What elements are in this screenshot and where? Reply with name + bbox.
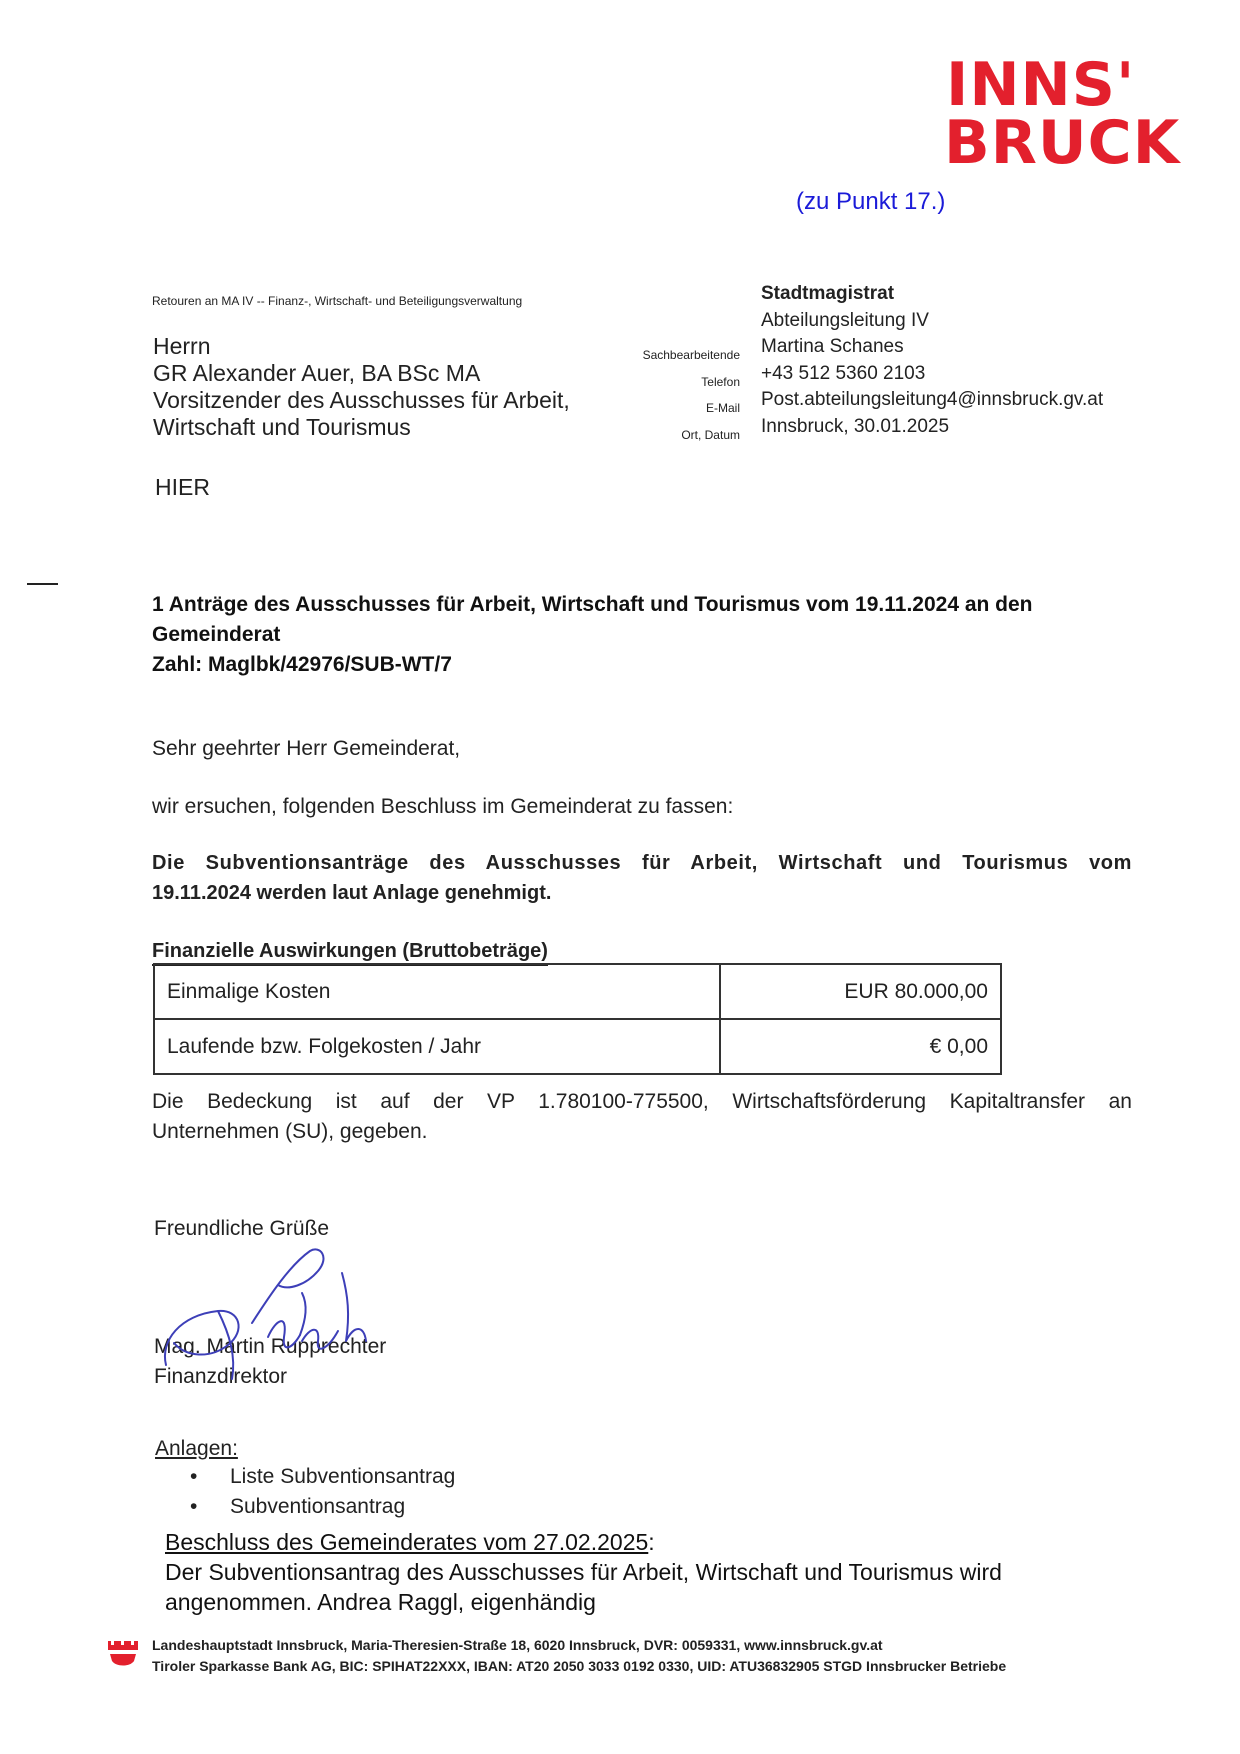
sender-info-labels — [620, 342, 740, 448]
cost-value: EUR 80.000,00 — [720, 964, 1001, 1019]
resolution-line-1: Die Subventionsanträge des Ausschusses für Arbeit, Wirtschaft und Tourismus vom — [152, 852, 1132, 874]
request-text: wir ersuchen, folgenden Beschluss im Gemeinderat zu fassen: — [152, 795, 734, 818]
recipient-name: GR Alexander Auer, BA BSc MA — [153, 360, 481, 386]
footer-bank-details: Tiroler Sparkasse Bank AG, BIC: SPIHAT22XXX, IBAN: AT20 2050 3033 0192 0330, UID: ATU36832905 STGD Innsbrucker Betriebe — [152, 1658, 1007, 1674]
subject-line-2: Gemeinderat — [152, 623, 281, 646]
council-decision-note — [165, 1527, 1002, 1617]
financial-impact-title: Finanzielle Auswirkungen (Bruttobeträge) — [152, 940, 548, 966]
phone-value: +43 512 5360 2103 — [761, 362, 926, 384]
list-item: • Subventionsantrag — [190, 1492, 455, 1522]
decision-line-2: angenommen. Andrea Raggl, eigenhändig — [165, 1589, 596, 1615]
info-label: Ort, Datum — [681, 427, 740, 442]
footer-address: Landeshauptstadt Innsbruck, Maria-Theresien-Straße 18, 6020 Innsbruck, DVR: 0059331, www.innsbruck.gv.at — [152, 1637, 883, 1653]
table-row — [154, 1019, 1001, 1074]
handwritten-signature — [160, 1245, 390, 1385]
attachments-list — [190, 1462, 455, 1522]
coverage-line-2: Unternehmen (SU), gegeben. — [152, 1120, 428, 1143]
attachments-title: Anlagen: — [155, 1437, 238, 1460]
caseworker-value: Martina Schanes — [761, 336, 904, 357]
recipient-role-line-1: Vorsitzender des Ausschusses für Arbeit, — [153, 387, 570, 413]
cost-label: Laufende bzw. Folgekosten / Jahr — [154, 1019, 720, 1074]
info-label: E-Mail — [705, 401, 740, 415]
list-item: • Liste Subventionsantrag — [190, 1462, 455, 1492]
decision-heading-colon: : — [648, 1529, 655, 1555]
recipient-location: HIER — [155, 474, 210, 500]
decision-line-1: Der Subventionsantrag des Ausschusses für Arbeit, Wirtschaft und Tourismus wird — [165, 1559, 1002, 1585]
recipient-role-line-2: Wirtschaft und Tourismus — [153, 414, 411, 440]
resolution-text — [152, 848, 1132, 908]
agenda-reference: (zu Punkt 17.) — [796, 188, 946, 215]
salutation: Sehr geehrter Herr Gemeinderat, — [152, 737, 461, 760]
subject-line-1: 1 Anträge des Ausschusses für Arbeit, Wirtschaft und Tourismus vom 19.11.2024 an den — [152, 593, 1033, 616]
cost-value: € 0,00 — [720, 1019, 1001, 1074]
letter-subject — [152, 590, 1112, 680]
cost-label: Einmalige Kosten — [154, 964, 720, 1019]
email-value: Post.abteilungsleitung4@innsbruck.gv.at — [761, 389, 1104, 410]
sender-org: Stadtmagistrat — [761, 283, 895, 304]
resolution-line-2: 19.11.2024 werden laut Anlage genehmigt. — [152, 882, 552, 904]
cost-table — [153, 963, 1002, 1075]
logo-line-1: INNS' — [946, 50, 1136, 120]
recipient-salutation: Herrn — [153, 333, 211, 359]
info-label: Telefon — [701, 374, 740, 389]
signer-title: Finanzdirektor — [154, 1365, 288, 1388]
info-label: Sachbearbeitende — [642, 348, 740, 362]
return-address: Retouren an MA IV -- Finanz-, Wirtschaft- und Beteiligungsverwaltung — [152, 294, 523, 308]
fold-mark — [27, 583, 58, 585]
city-emblem-icon — [106, 1637, 140, 1671]
innsbruck-logo — [944, 50, 1184, 178]
decision-heading: Beschluss des Gemeinderates vom 27.02.2025 — [165, 1529, 649, 1555]
coverage-line-1: Die Bedeckung ist auf der VP 1.780100-775500, Wirtschaftsförderung Kapitaltransfer an — [152, 1090, 1132, 1113]
logo-line-2: BRUCK — [944, 108, 1181, 178]
letter-footer — [152, 1635, 1006, 1677]
subject-reference-number: Zahl: Maglbk/42976/SUB-WT/7 — [152, 653, 452, 676]
table-row — [154, 964, 1001, 1019]
sender-info-values — [761, 281, 1103, 440]
closing-greeting: Freundliche Grüße — [154, 1217, 330, 1240]
recipient-address — [153, 333, 570, 441]
budget-coverage-text — [152, 1087, 1132, 1147]
date-value: Innsbruck, 30.01.2025 — [761, 415, 950, 437]
signer-name: Mag. Martin Rupprechter — [154, 1335, 387, 1358]
sender-department: Abteilungsleitung IV — [761, 309, 929, 331]
